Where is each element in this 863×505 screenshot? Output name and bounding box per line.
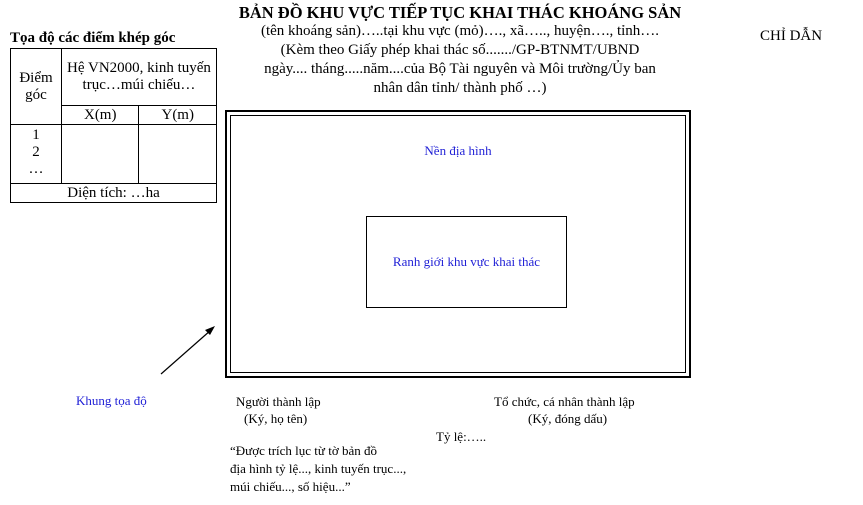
point-column-header [11,49,62,125]
excerpt-line: địa hình tỷ lệ..., kinh tuyến trục..., [230,461,407,476]
subtitle-line: nhân dân tỉnh/ thành phố …) [373,80,547,96]
area-row: Diện tích: …ha [11,184,217,203]
map-subtitle [222,22,698,98]
scale-label: Tỷ lệ:….. [436,429,487,444]
creator-sign-note: (Ký, họ tên) [244,411,308,426]
creator-label: Người thành lập [236,394,321,409]
subtitle-line: (tên khoáng sản)…..tại khu vực (mỏ)…., xã….., huyện…., tỉnh…. [260,23,660,39]
point-number: 2 [32,144,40,160]
legend-title: CHỈ DẪN [760,28,823,44]
excerpt-line: “Được trích lục từ tờ bản đồ [230,443,377,458]
y-column-header: Y(m) [139,106,217,125]
coordinate-system-header: Hệ VN2000, kinh tuyến trục…múi chiếu… [62,49,217,106]
coordinates-table [10,48,217,203]
org-block [494,393,635,427]
point-number: … [28,161,44,177]
coordinates-title: Tọa độ các điểm khép góc [10,30,176,46]
y-values-cell [139,125,217,184]
subtitle-line: (Kèm theo Giấy phép khai thác số......./GP-BTNMT/UBND [280,42,640,58]
org-label: Tổ chức, cá nhân thành lập [494,394,635,409]
coordinate-frame-label: Khung tọa độ [76,393,147,408]
x-values-cell [62,125,139,184]
point-header-line: góc [25,86,47,103]
arrow-icon [155,320,221,380]
excerpt-line: múi chiếu..., số hiệu...” [230,479,351,494]
map-title: BẢN ĐỒ KHU VỰC TIẾP TỤC KHAI THÁC KHOÁNG SẢN [238,3,682,22]
excerpt-note [230,442,406,496]
boundary-label: Ranh giới khu vực khai thác [392,254,541,269]
point-number: 1 [32,127,40,143]
point-list [11,125,62,184]
creator-block [236,393,321,427]
terrain-label: Nền địa hình [424,143,492,158]
subtitle-line: ngày.... tháng.....năm....của Bộ Tài nguyên và Môi trường/Ủy ban [264,61,656,77]
org-sign-note: (Ký, đóng dấu) [528,411,608,426]
mining-boundary-box [366,216,567,308]
point-header-line: Điểm [19,69,53,86]
x-column-header: X(m) [62,106,139,125]
